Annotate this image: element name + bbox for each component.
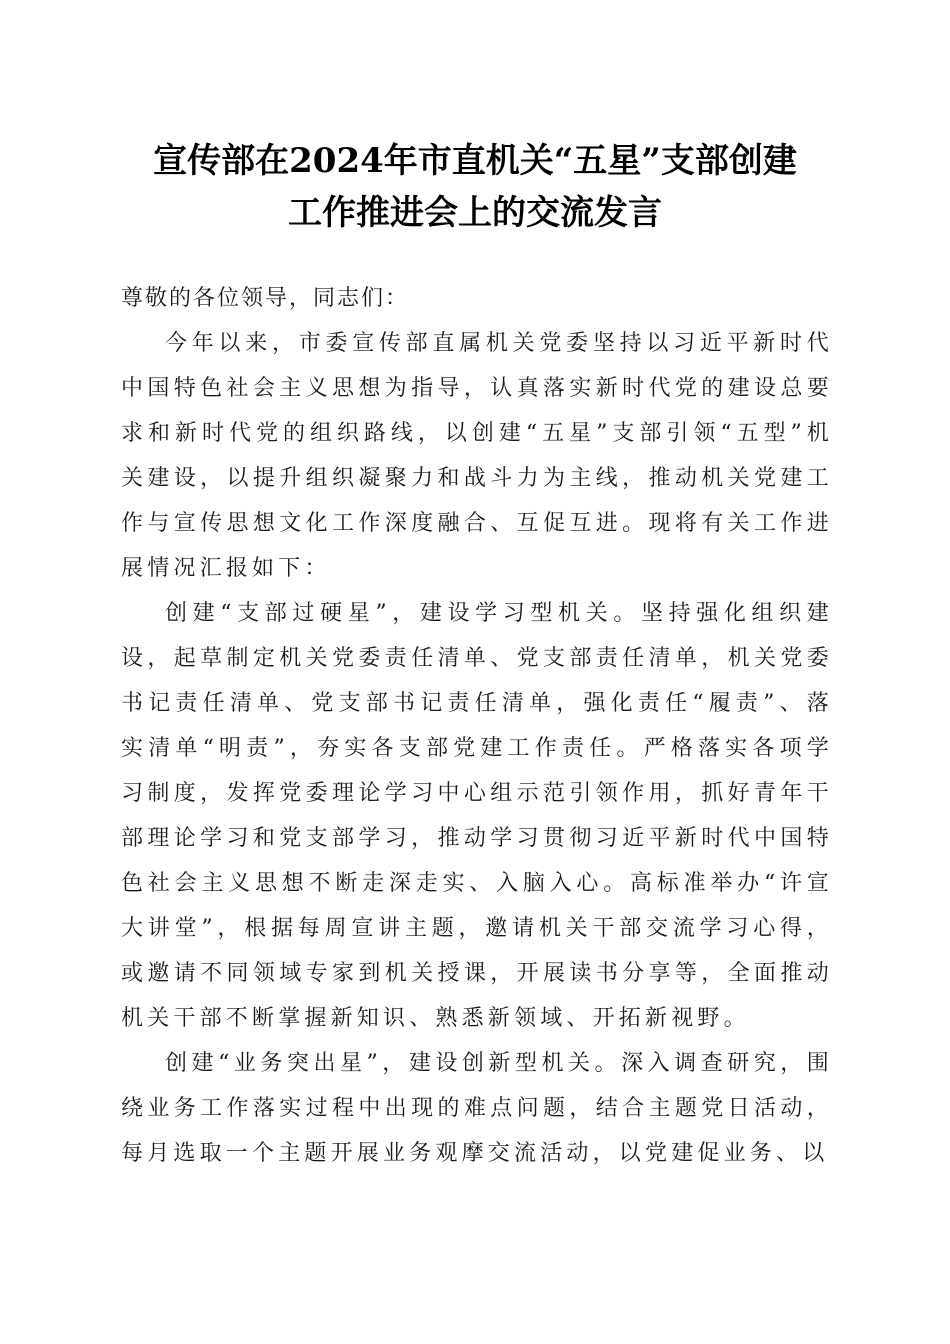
document-body [121,276,833,1176]
title-line-2: 工作推进会上的交流发言 [288,193,662,233]
paragraph-business-star: 创建“业务突出星”，建设创新型机关。深入调查研究，围绕业务工作落实过程中出现的难点问题，结合主题党日活动，每月选取一个主题开展业务观摩交流活动，以党建促业务、以 [121,1051,833,1166]
paragraph-branch-star: 创建“支部过硬星”，建设学习型机关。坚持强化组织建设，起草制定机关党委责任清单、党支部责任清单，机关党委书记责任清单、党支部书记责任清单，强化责任“履责”、落实清单“明责”，夯实各支部党建工作责任。严格落实各项学习制度，发挥党委理论学习中心组示范引领作用，抓好青年干部理论学习和党支部学习，推动学习贯彻习近平新时代中国特色社会主义思想不断走深走实、入脑入心。高标准举办“许宣大讲堂”，根据每周宣讲主题，邀请机关干部交流学习心得，或邀请不同领域专家到机关授课，开展读书分享等，全面推动机关干部不断掌握新知识、熟悉新领域、开拓新视野。 [121,601,833,1031]
salutation: 尊敬的各位领导，同志们： [121,286,410,311]
title-line-1: 宣传部在2024年市直机关“五星”支部创建 [153,141,797,181]
document-title [100,135,850,239]
paragraph-intro: 今年以来，市委宣传部直属机关党委坚持以习近平新时代中国特色社会主义思想为指导，认真落实新时代党的建设总要求和新时代党的组织路线，以创建“五星”支部引领“五型”机关建设，以提升组织凝聚力和战斗力为主线，推动机关党建工作与宣传思想文化工作深度融合、互促互进。现将有关工作进展情况汇报如下： [121,331,833,581]
